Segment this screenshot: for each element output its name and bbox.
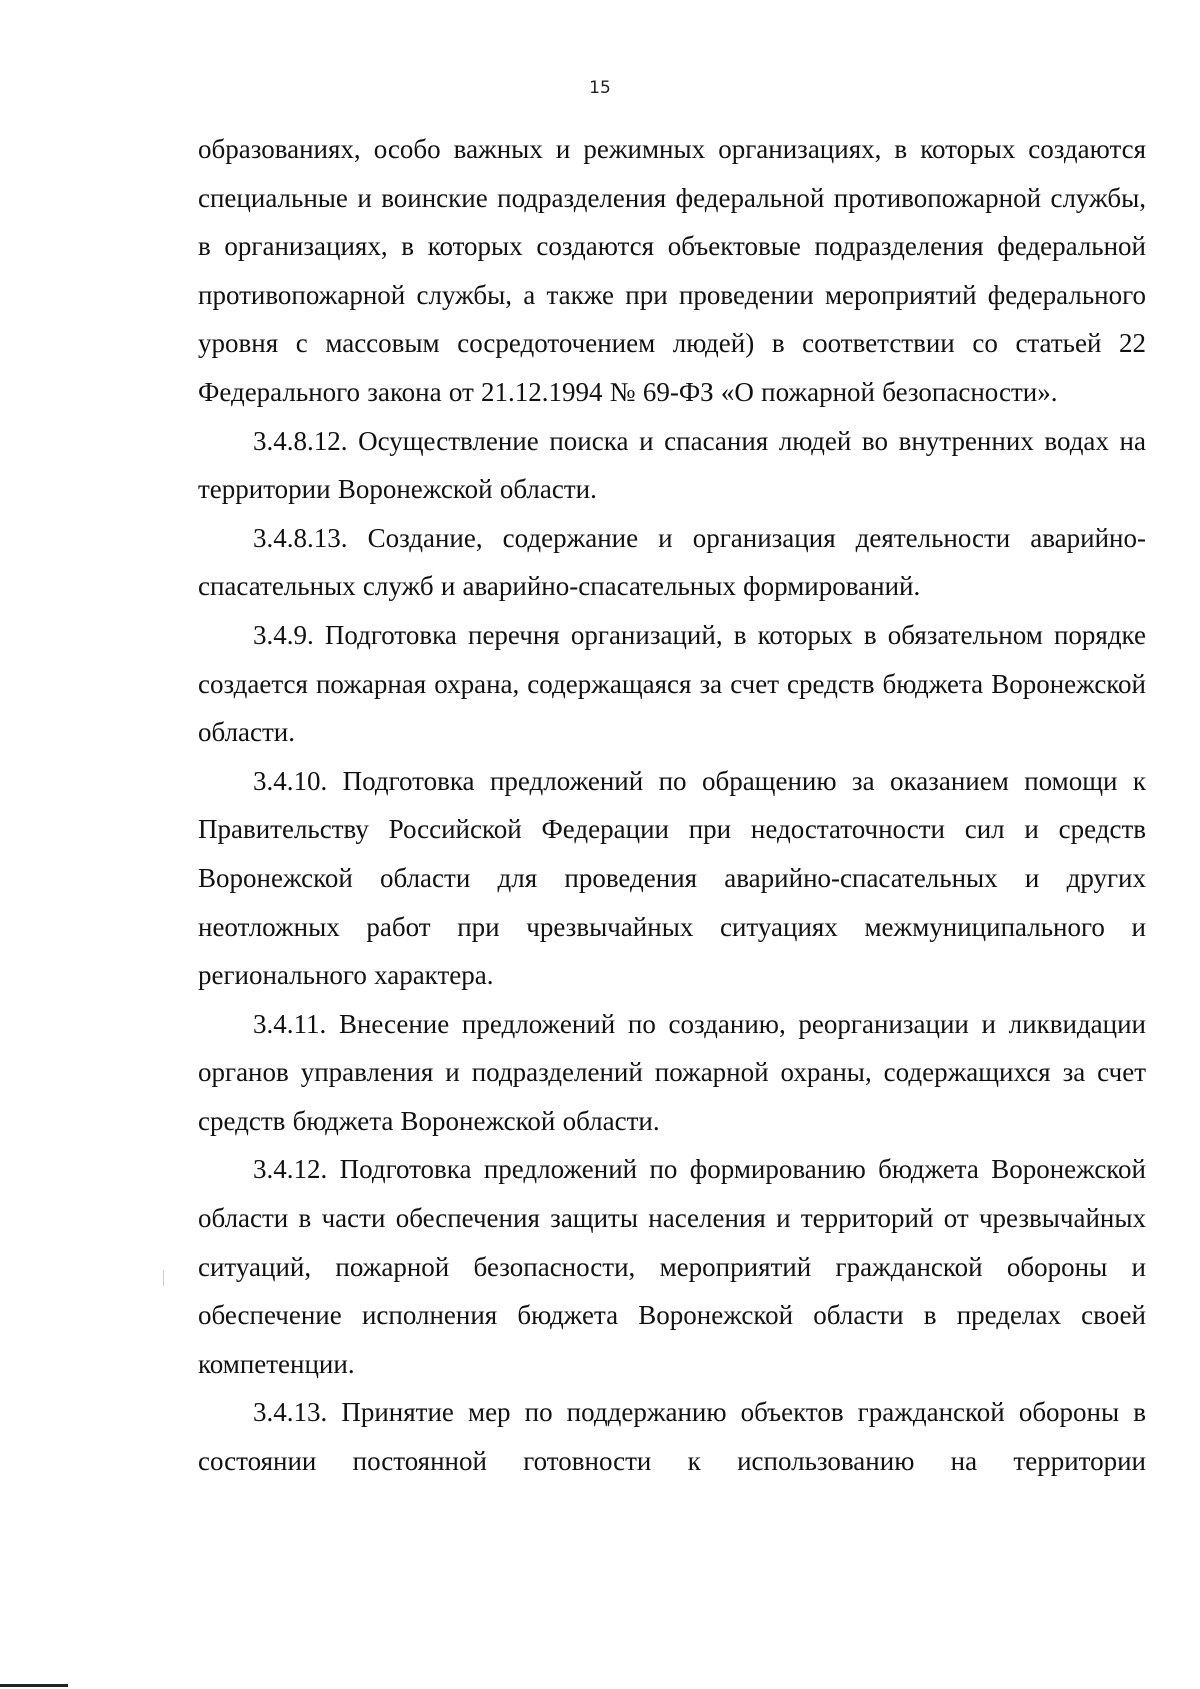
document-body bbox=[198, 125, 1146, 1486]
paragraph-3-4-12: 3.4.12. Подготовка предложений по формированию бюджета Воронежской области в части обеспечения защиты населения и территорий от чрезвычайных ситуаций, пожарной безопасности, мероприятий гражданской обороны и обеспечение исполнения бюджета Воронежской области в пределах своей компетенции. bbox=[198, 1154, 1146, 1379]
paragraph-3-4-11: 3.4.11. Внесение предложений по созданию, реорганизации и ликвидации органов управления и подразделений пожарной охраны, содержащихся за счет средств бюджета Воронежской области. bbox=[198, 1008, 1146, 1136]
paragraph-continuation: образованиях, особо важных и режимных организациях, в которых создаются специальные и воинские подразделения федеральной противопожарной службы, в организациях, в которых создаются объектовые подразделения федеральной противопожарной службы, а также при проведении мероприятий федерального уровня с массовым сосредоточением людей) в соответствии со статьей 22 Федерального закона от 21.12.1994 № 69-ФЗ «О пожарной безопасности». bbox=[198, 134, 1146, 407]
paragraph-3-4-8-12: 3.4.8.12. Осуществление поиска и спасания людей во внутренних водах на территории Воронежской области. bbox=[198, 425, 1146, 505]
margin-scan-mark bbox=[163, 1270, 164, 1286]
corner-scan-mark bbox=[0, 1684, 68, 1687]
paragraph-3-4-10: 3.4.10. Подготовка предложений по обращению за оказанием помощи к Правительству Российской Федерации при недостаточности сил и средств Воронежской области для проведения аварийно-спасательных и других неотложных работ при чрезвычайных ситуациях межмуниципального и регионального характера. bbox=[198, 765, 1146, 991]
page-number: 15 bbox=[589, 78, 611, 98]
paragraph-3-4-8-13: 3.4.8.13. Создание, содержание и организация деятельности аварийно-спасательных служб и аварийно-спасательных формирований. bbox=[198, 522, 1146, 602]
paragraph-3-4-13: 3.4.13. Принятие мер по поддержанию объектов гражданской обороны в состоянии постоянной готовности к использованию на территории bbox=[198, 1397, 1146, 1477]
paragraph-3-4-9: 3.4.9. Подготовка перечня организаций, в которых в обязательном порядке создается пожарная охрана, содержащаяся за счет средств бюджета Воронежской области. bbox=[198, 619, 1146, 748]
